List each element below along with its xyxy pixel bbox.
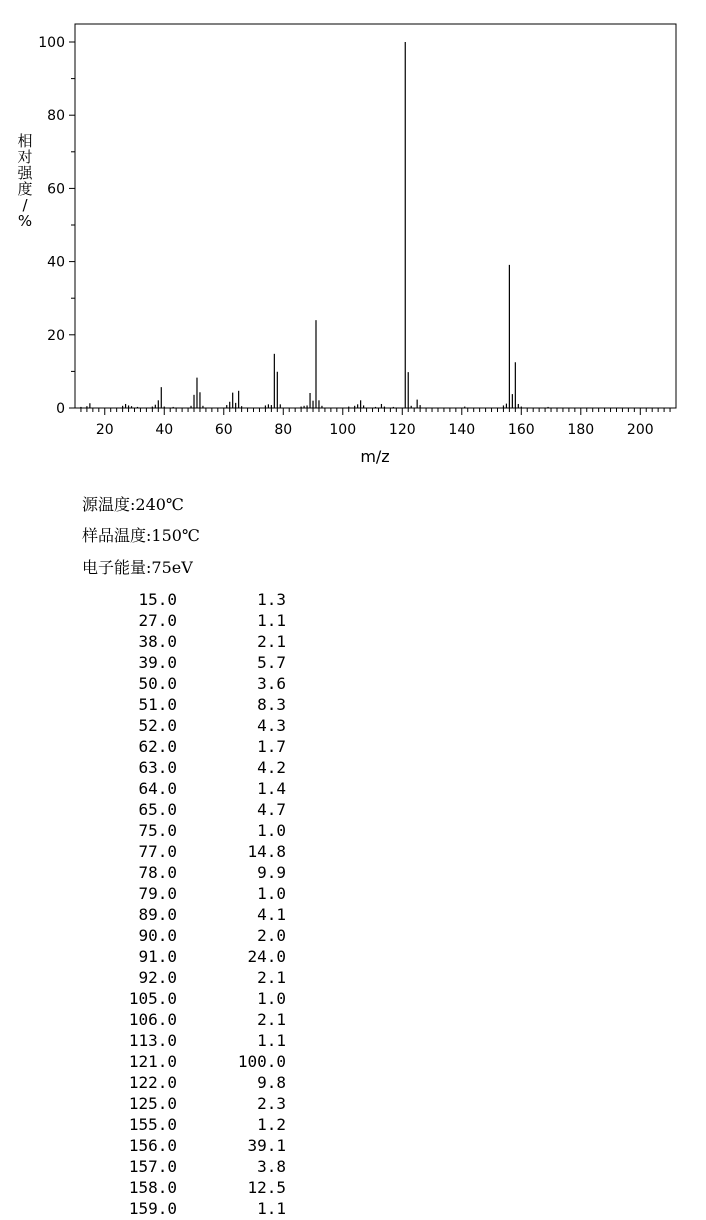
- table-row: [0, 1136, 300, 1157]
- y-tick-label: 0: [56, 401, 65, 417]
- intensity-value: 3.8: [257, 1157, 286, 1176]
- mz-value: 92.0: [138, 968, 177, 987]
- mz-value: 64.0: [138, 779, 177, 798]
- mz-value: 15.0: [138, 590, 177, 609]
- table-row: [0, 737, 300, 758]
- peak-bars: [81, 42, 548, 408]
- x-tick-label: 200: [626, 422, 654, 438]
- intensity-value: 4.7: [257, 800, 286, 819]
- sample-temperature: 样品温度:150℃: [82, 526, 200, 545]
- x-tick-label: 140: [448, 422, 476, 438]
- intensity-value: 4.1: [257, 905, 286, 924]
- intensity-value: 12.5: [247, 1178, 286, 1197]
- mz-value: 27.0: [138, 611, 177, 630]
- intensity-value: 100.0: [237, 1052, 286, 1071]
- mz-value: 51.0: [138, 695, 177, 714]
- mz-value: 89.0: [138, 905, 177, 924]
- intensity-value: 24.0: [247, 947, 286, 966]
- intensity-value: 8.3: [257, 695, 286, 714]
- intensity-value: 1.0: [257, 989, 286, 1008]
- x-tick-label: 160: [507, 422, 535, 438]
- intensity-value: 2.1: [257, 1010, 286, 1029]
- mz-value: 62.0: [138, 737, 177, 756]
- table-row: [0, 1115, 300, 1136]
- intensity-value: 2.3: [257, 1094, 286, 1113]
- x-axis-label: m/z: [360, 447, 390, 466]
- table-row: [0, 779, 300, 800]
- table-row: [0, 632, 300, 653]
- x-tick-label: 180: [567, 422, 595, 438]
- table-row: [0, 653, 300, 674]
- y-tick-label: 40: [47, 254, 65, 271]
- y-tick-label: 80: [47, 108, 65, 125]
- table-row: [0, 905, 300, 926]
- mz-value: 157.0: [128, 1157, 177, 1176]
- mz-value: 91.0: [138, 947, 177, 966]
- mz-value: 39.0: [138, 653, 177, 672]
- table-row: [0, 1052, 300, 1073]
- intensity-value: 5.7: [257, 653, 286, 672]
- table-row: [0, 590, 300, 611]
- mz-value: 78.0: [138, 863, 177, 882]
- mz-value: 121.0: [128, 1052, 177, 1071]
- intensity-value: 4.2: [257, 758, 286, 777]
- y-tick-label: 60: [47, 181, 65, 198]
- electron-energy: 电子能量:75eV: [82, 558, 193, 577]
- mass-spectrum-chart: [0, 0, 706, 480]
- intensity-value: 2.1: [257, 968, 286, 987]
- table-row: [0, 716, 300, 737]
- table-row: [0, 1031, 300, 1052]
- intensity-value: 1.0: [257, 884, 286, 903]
- y-axis-label: 相对强度/ %: [17, 132, 33, 230]
- intensity-value: 1.0: [257, 821, 286, 840]
- table-row: [0, 1094, 300, 1115]
- intensity-value: 1.1: [257, 611, 286, 630]
- y-tick-label: 20: [47, 327, 65, 344]
- intensity-value: 39.1: [247, 1136, 286, 1155]
- intensity-value: 14.8: [247, 842, 286, 861]
- table-row: [0, 611, 300, 632]
- table-row: [0, 800, 300, 821]
- x-tick-label: 20: [95, 422, 114, 438]
- table-row: [0, 1157, 300, 1178]
- table-row: [0, 1178, 300, 1199]
- table-row: [0, 884, 300, 905]
- x-tick-label: 60: [214, 422, 233, 438]
- x-tick-label: 40: [155, 422, 174, 438]
- table-row: [0, 1073, 300, 1094]
- table-row: [0, 947, 300, 968]
- x-tick-label: 120: [388, 422, 416, 438]
- intensity-value: 1.1: [257, 1199, 286, 1218]
- mz-value: 156.0: [128, 1136, 177, 1155]
- mz-value: 50.0: [138, 674, 177, 693]
- y-tick-label: 100: [38, 35, 65, 51]
- mz-value: 122.0: [128, 1073, 177, 1092]
- source-temperature: 源温度:240℃: [82, 495, 184, 514]
- intensity-value: 1.4: [257, 779, 286, 798]
- mz-value: 105.0: [128, 989, 177, 1008]
- intensity-value: 1.1: [257, 1031, 286, 1050]
- intensity-value: 1.2: [257, 1115, 286, 1134]
- table-row: [0, 821, 300, 842]
- mz-value: 79.0: [138, 884, 177, 903]
- mz-value: 77.0: [138, 842, 177, 861]
- mz-value: 155.0: [128, 1115, 177, 1134]
- table-row: [0, 1199, 300, 1220]
- table-row: [0, 863, 300, 884]
- intensity-value: 2.1: [257, 632, 286, 651]
- table-row: [0, 968, 300, 989]
- mz-value: 38.0: [138, 632, 177, 651]
- x-tick-label: 80: [274, 422, 293, 438]
- table-row: [0, 989, 300, 1010]
- table-row: [0, 842, 300, 863]
- table-row: [0, 695, 300, 716]
- table-row: [0, 1010, 300, 1031]
- mz-value: 159.0: [128, 1199, 177, 1218]
- mz-value: 65.0: [138, 800, 177, 819]
- mz-value: 63.0: [138, 758, 177, 777]
- mz-value: 75.0: [138, 821, 177, 840]
- x-tick-label: 100: [329, 422, 357, 438]
- mz-value: 90.0: [138, 926, 177, 945]
- mz-value: 125.0: [128, 1094, 177, 1113]
- plot-frame: [75, 24, 676, 408]
- intensity-value: 1.7: [257, 737, 286, 756]
- table-row: [0, 926, 300, 947]
- table-row: [0, 758, 300, 779]
- intensity-value: 9.8: [257, 1073, 286, 1092]
- mz-value: 158.0: [128, 1178, 177, 1197]
- intensity-value: 4.3: [257, 716, 286, 735]
- intensity-value: 9.9: [257, 863, 286, 882]
- intensity-value: 3.6: [257, 674, 286, 693]
- mz-value: 106.0: [128, 1010, 177, 1029]
- x-axis: [81, 408, 670, 438]
- intensity-value: 2.0: [257, 926, 286, 945]
- mz-value: 52.0: [138, 716, 177, 735]
- intensity-value: 1.3: [257, 590, 286, 609]
- mz-value: 113.0: [128, 1031, 177, 1050]
- table-row: [0, 674, 300, 695]
- y-axis: [38, 35, 75, 417]
